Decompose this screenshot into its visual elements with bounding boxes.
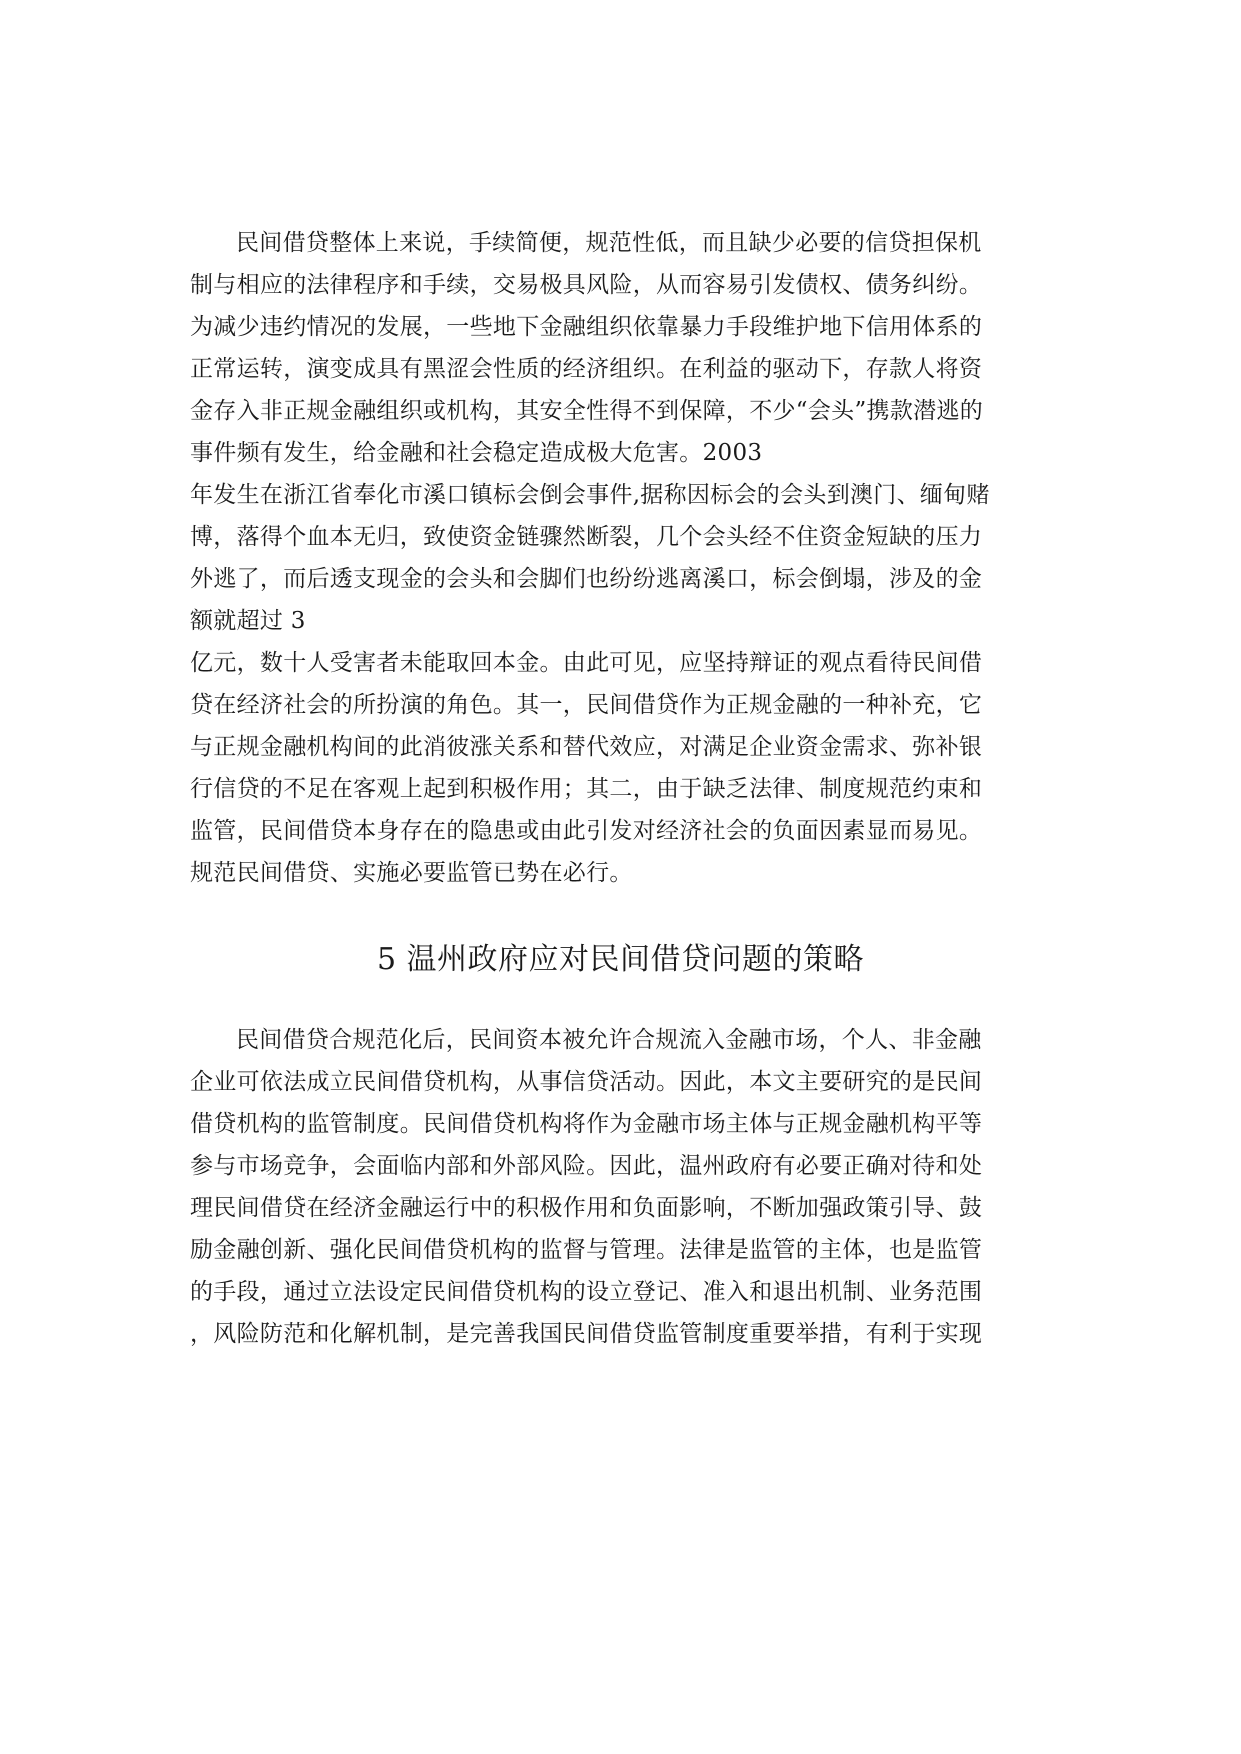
- paragraph-line: 民间借贷整体上来说，手续简便，规范性低，而且缺少必要的信贷担保机: [236, 230, 982, 256]
- paragraph-line: 外逃了，而后透支现金的会头和会脚们也纷纷逃离溪口，标会倒塌，涉及的金: [190, 566, 983, 592]
- paragraph-line: 亿元，数十人受害者未能取回本金。由此可见，应坚持辩证的观点看待民间借: [190, 650, 983, 676]
- paragraph-line: 企业可依法成立民间借贷机构，从事信贷活动。因此，本文主要研究的是民间: [190, 1069, 983, 1095]
- paragraph-line: 年发生在浙江省奉化市溪口镇标会倒会事件,据称因标会的会头到澳门、缅甸赌: [190, 482, 990, 508]
- paragraph-line: 正常运转，演变成具有黑涩会性质的经济组织。在利益的驱动下，存款人将资: [190, 356, 983, 382]
- paragraph-line: 的手段，通过立法设定民间借贷机构的设立登记、准入和退出机制、业务范围: [190, 1279, 983, 1305]
- paragraph-line: 金存入非正规金融组织或机构，其安全性得不到保障，不少“会头”携款潜逃的: [190, 398, 984, 424]
- paragraph-line: 励金融创新、强化民间借贷机构的监督与管理。法律是监管的主体，也是监管: [190, 1237, 983, 1263]
- section-heading: 5 温州政府应对民间借贷问题的策略: [376, 942, 865, 977]
- paragraph-line: 监管，民间借贷本身存在的隐患或由此引发对经济社会的负面因素显而易见。: [190, 818, 983, 844]
- paragraph-line: 事件频有发生，给金融和社会稳定造成极大危害。2003: [190, 440, 763, 466]
- paragraph-line: 行信贷的不足在客观上起到积极作用；其二，由于缺乏法律、制度规范约束和: [190, 776, 983, 802]
- paragraph-line: 民间借贷合规范化后，民间资本被允许合规流入金融市场，个人、非金融: [236, 1027, 982, 1053]
- paragraph-line: 贷在经济社会的所扮演的角色。其一，民间借贷作为正规金融的一种补充，它: [190, 692, 983, 718]
- paragraph-line: 参与市场竞争，会面临内部和外部风险。因此，温州政府有必要正确对待和处: [190, 1153, 983, 1179]
- paragraph-line: 额就超过 3: [190, 608, 306, 634]
- paragraph-line: 为减少违约情况的发展，一些地下金融组织依靠暴力手段维护地下信用体系的: [190, 314, 983, 340]
- paragraph-line: 借贷机构的监管制度。民间借贷机构将作为金融市场主体与正规金融机构平等: [190, 1111, 983, 1137]
- paragraph-line: 规范民间借贷、实施必要监管已势在必行。: [190, 860, 633, 886]
- paragraph-line: ，风险防范和化解机制，是完善我国民间借贷监管制度重要举措，有利于实现: [190, 1321, 983, 1347]
- paragraph-line: 理民间借贷在经济金融运行中的积极作用和负面影响，不断加强政策引导、鼓: [190, 1195, 983, 1221]
- paragraph-line: 制与相应的法律程序和手续，交易极具风险，从而容易引发债权、债务纠纷。: [190, 272, 983, 298]
- paragraph-line: 与正规金融机构间的此消彼涨关系和替代效应，对满足企业资金需求、弥补银: [190, 734, 983, 760]
- paragraph-line: 博，落得个血本无归，致使资金链骤然断裂，几个会头经不住资金短缺的压力: [190, 524, 983, 550]
